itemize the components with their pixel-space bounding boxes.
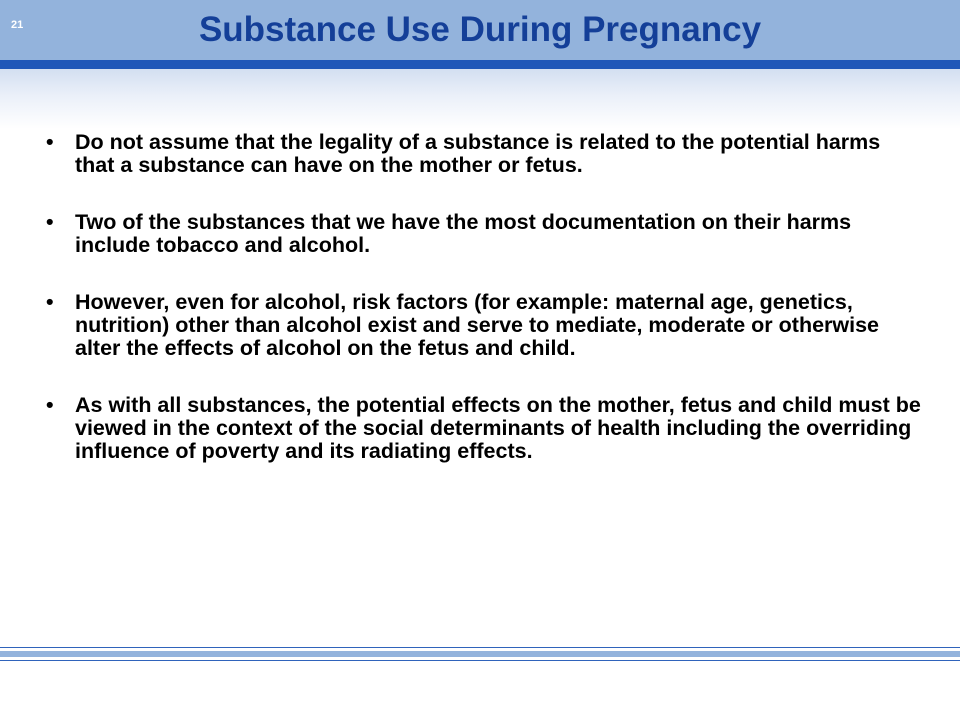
bullet-item: [42, 291, 922, 360]
slide-number: 21: [11, 19, 24, 31]
slide-title: Substance Use During Pregnancy: [198, 10, 762, 49]
header-rule: [0, 60, 960, 69]
bullet-icon: •: [46, 130, 54, 154]
bullet-text: As with all substances, the potential effects on the mother, fetus and child must be viewed in the context of the social determinants of health including the overriding influence of poverty and its radiating effects.: [75, 393, 921, 463]
footer-rule-top: [0, 647, 960, 648]
bullet-icon: •: [46, 393, 54, 417]
bullet-list: [42, 131, 922, 497]
bullet-text: Two of the substances that we have the most documentation on their harms include tobacco and alcohol.: [75, 210, 852, 257]
footer-rule-bottom: [0, 660, 960, 661]
bullet-text: Do not assume that the legality of a substance is related to the potential harms that a substance can have on the mother or fetus.: [75, 130, 881, 177]
footer-rule: [0, 651, 960, 657]
bullet-icon: •: [46, 210, 54, 234]
bullet-item: [42, 131, 922, 177]
bullet-item: [42, 394, 922, 463]
bullet-icon: •: [46, 290, 54, 314]
bullet-text: However, even for alcohol, risk factors (for example: maternal age, genetics, nutrition) other than alcohol exist and serve to mediate, moderate or otherwise alter the effects of alcohol on the fetus and child.: [75, 290, 880, 360]
bullet-item: [42, 211, 922, 257]
header-gradient: [0, 69, 960, 129]
